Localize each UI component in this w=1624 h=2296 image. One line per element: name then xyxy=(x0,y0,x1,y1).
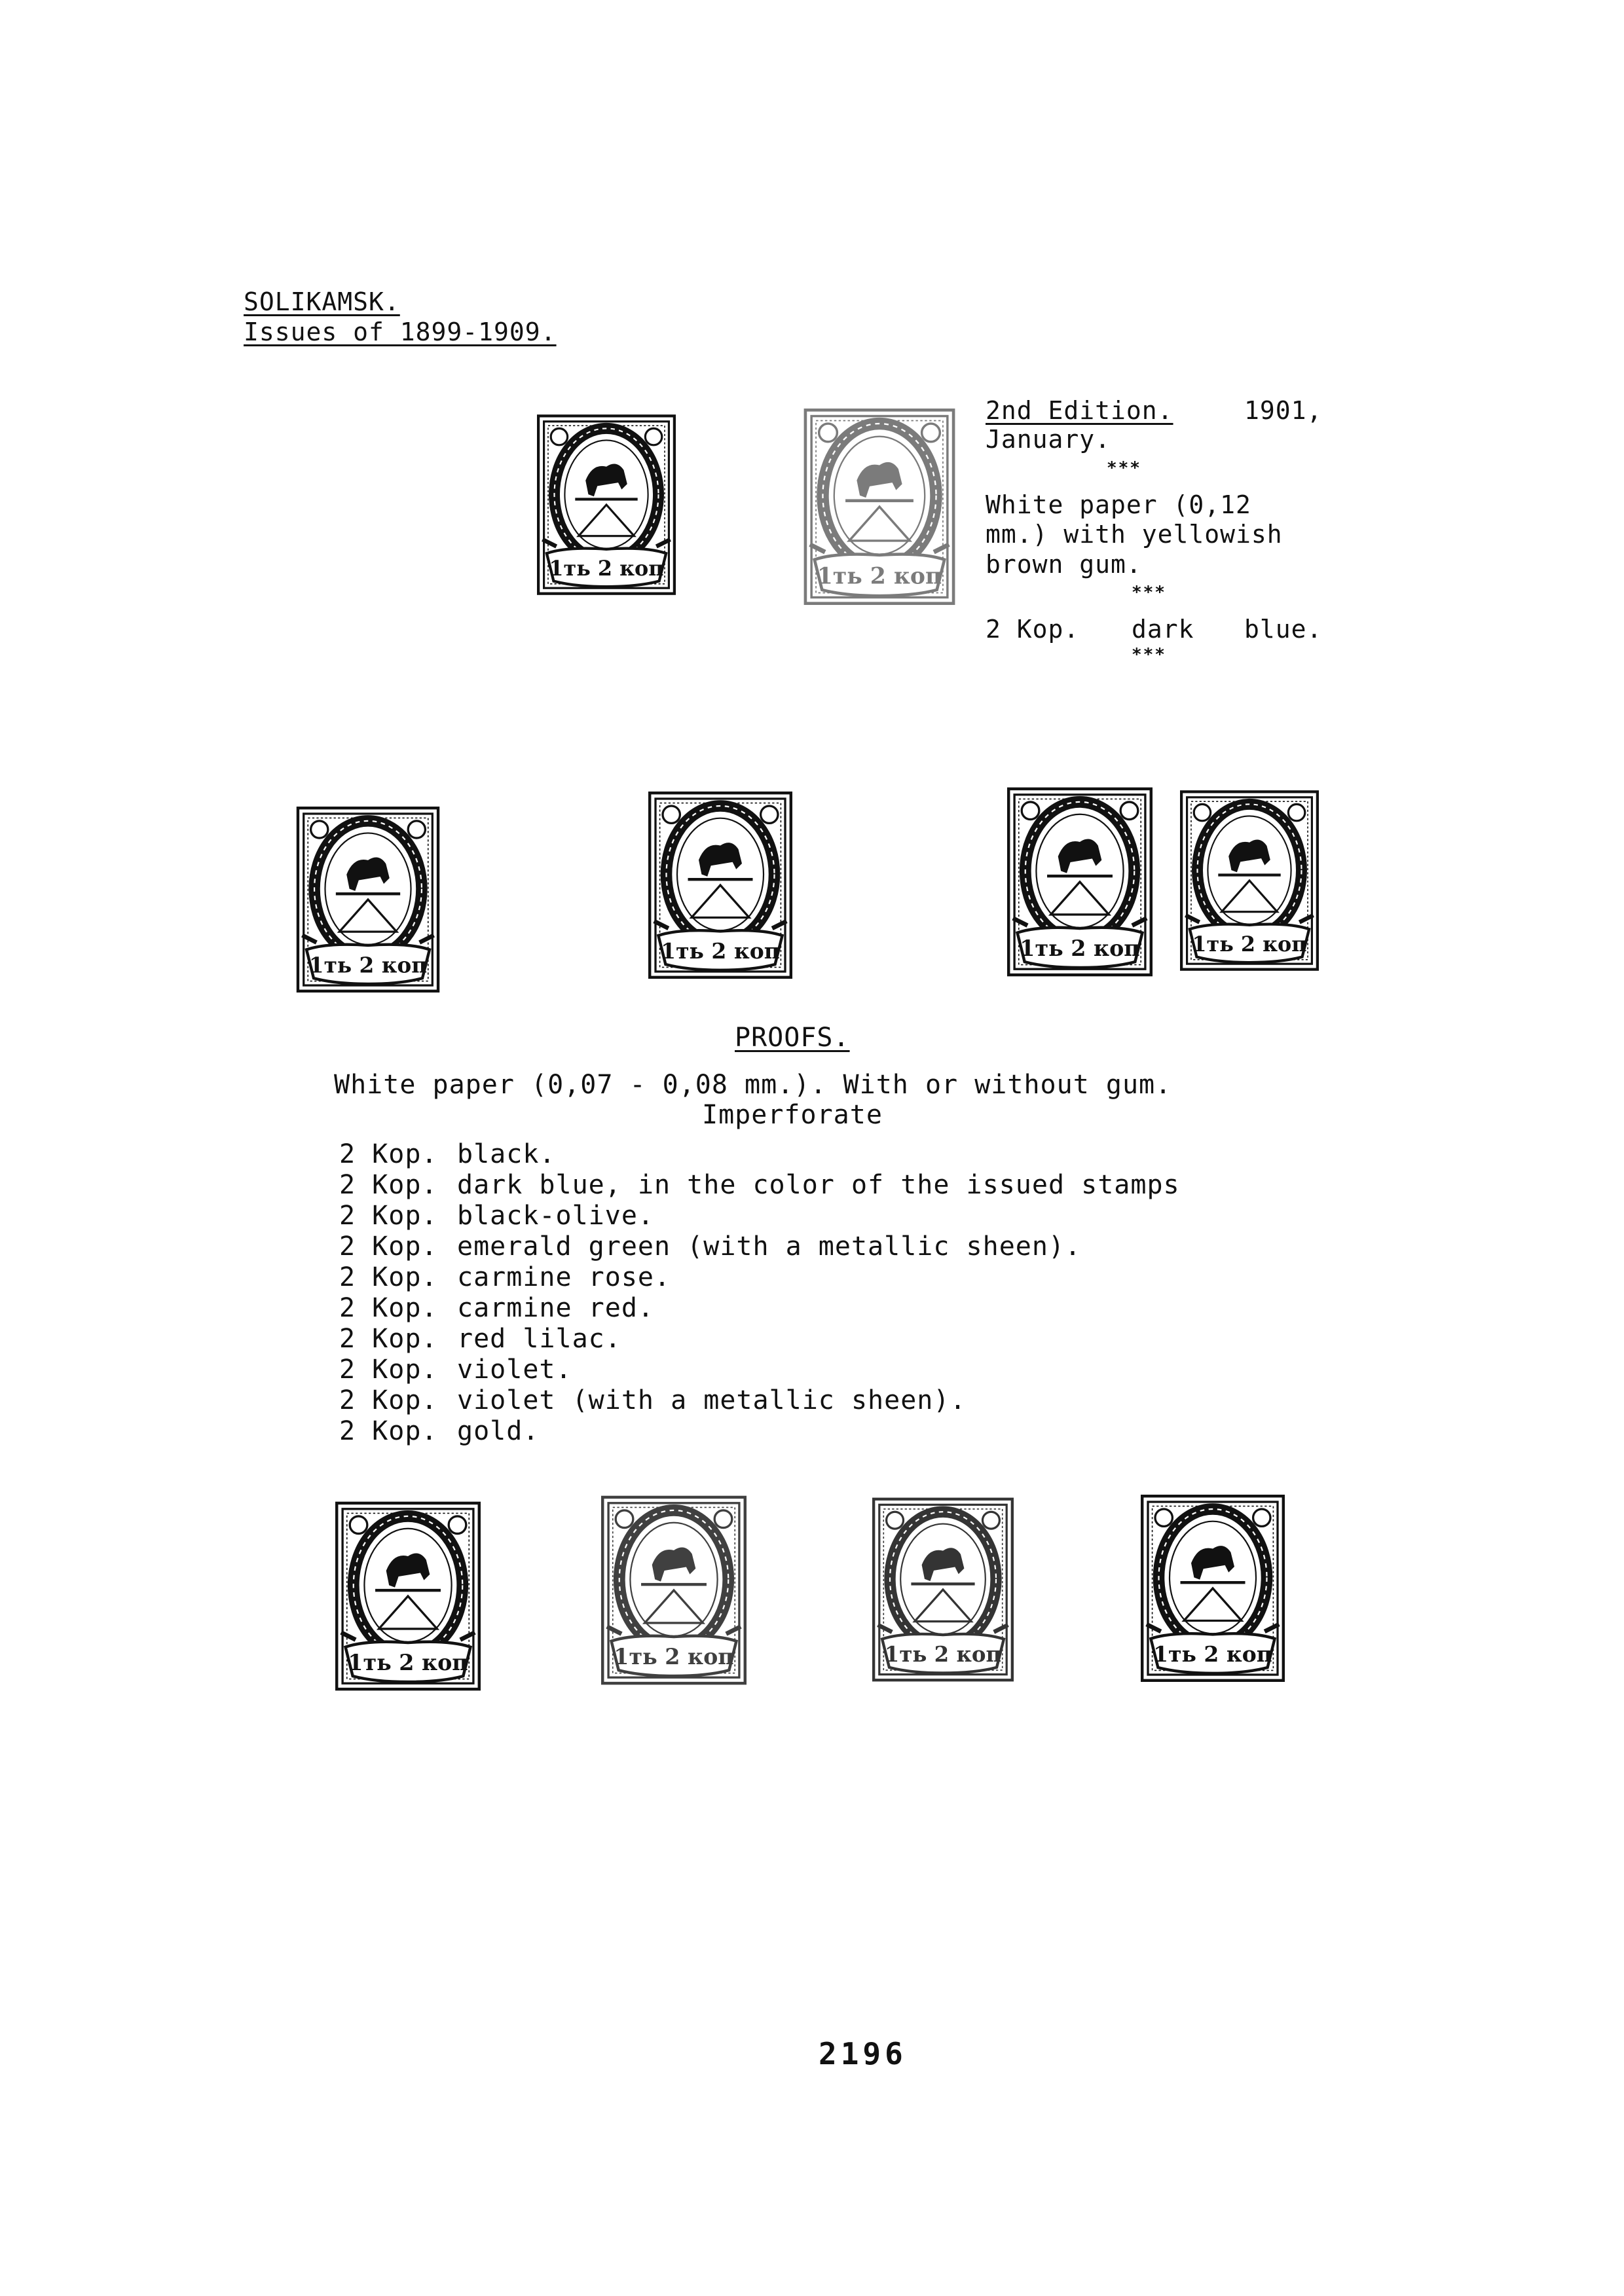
edition-year: 1901, xyxy=(1244,396,1323,425)
stamp-design-graphic xyxy=(537,414,676,596)
proof-color: dark blue, in the color of the issued stamps xyxy=(457,1170,1180,1200)
kop-value: 2 Kop. xyxy=(339,1262,438,1292)
edition-title: 2nd Edition. xyxy=(986,396,1173,425)
proof-color: red lilac. xyxy=(457,1324,621,1354)
proofs-heading: PROOFS. xyxy=(735,1023,850,1053)
list-item xyxy=(339,1385,967,1416)
edition-value-dark: dark xyxy=(1132,615,1194,644)
kop-value: 2 Kop. xyxy=(339,1355,438,1385)
list-item xyxy=(339,1324,621,1355)
kop-value: 2 Kop. xyxy=(339,1201,438,1231)
stamp-design-graphic xyxy=(794,409,965,605)
list-item xyxy=(339,1293,654,1324)
stamp-image-6 xyxy=(1180,786,1319,975)
list-item xyxy=(339,1231,1081,1262)
edition-paper-line-1: White paper (0,12 xyxy=(986,490,1251,519)
proof-color: violet. xyxy=(457,1355,572,1385)
proof-color: black. xyxy=(457,1139,556,1169)
stamp-image-2-faded xyxy=(794,409,965,605)
kop-value: 2 Kop. xyxy=(339,1139,438,1169)
edition-paper-line-2: mm.) with yellowish xyxy=(986,520,1283,549)
stamp-design-graphic xyxy=(1007,787,1153,977)
proof-color: violet (with a metallic sheen). xyxy=(457,1385,967,1415)
stamp-design-graphic xyxy=(872,1494,1014,1685)
kop-value: 2 Kop. xyxy=(339,1416,438,1446)
proof-color: emerald green (with a metallic sheen). xyxy=(457,1231,1082,1262)
stamp-design-graphic xyxy=(1180,786,1319,975)
list-item xyxy=(339,1201,654,1231)
list-item xyxy=(339,1416,539,1447)
proof-color: carmine rose. xyxy=(457,1262,671,1292)
stamp-image-5 xyxy=(1007,787,1153,977)
kop-value: 2 Kop. xyxy=(339,1170,438,1200)
stamp-design-graphic xyxy=(601,1494,747,1686)
stamp-image-4 xyxy=(648,791,792,979)
stamp-image-8 xyxy=(601,1494,747,1686)
edition-value-blue: blue. xyxy=(1244,615,1323,644)
proofs-paper-note: White paper (0,07 - 0,08 mm.). With or without gum. xyxy=(334,1070,1172,1100)
stamp-image-10 xyxy=(1141,1491,1285,1685)
stamp-design-graphic xyxy=(335,1499,481,1693)
kop-value: 2 Kop. xyxy=(339,1231,438,1262)
kop-value: 2 Kop. xyxy=(339,1293,438,1323)
list-item xyxy=(339,1355,572,1385)
page-number: 2196 xyxy=(819,2036,907,2071)
list-item xyxy=(339,1262,671,1293)
stamp-image-9 xyxy=(872,1494,1014,1685)
stamp-image-1 xyxy=(537,414,676,596)
stamp-design-graphic xyxy=(1141,1491,1285,1685)
list-item xyxy=(339,1139,556,1170)
proofs-imperforate: Imperforate xyxy=(702,1100,883,1130)
separator-stars-1: *** xyxy=(1107,458,1141,478)
edition-month: January. xyxy=(986,425,1111,454)
kop-value: 2 Kop. xyxy=(339,1385,438,1415)
proof-color: gold. xyxy=(457,1416,540,1446)
edition-paper-line-3: brown gum. xyxy=(986,550,1142,579)
stamp-design-graphic xyxy=(648,791,792,979)
page-heading-place: SOLIKAMSK. xyxy=(244,287,400,316)
separator-stars-2: *** xyxy=(1132,583,1166,602)
stamp-image-3 xyxy=(296,807,440,993)
proof-color: black-olive. xyxy=(457,1201,654,1231)
edition-value-kop: 2 Kop. xyxy=(986,615,1080,644)
proof-color: carmine red. xyxy=(457,1293,654,1323)
page-heading-issues: Issues of 1899-1909. xyxy=(244,318,557,346)
stamp-design-graphic xyxy=(296,807,440,993)
kop-value: 2 Kop. xyxy=(339,1324,438,1354)
list-item xyxy=(339,1170,1180,1201)
separator-stars-3: *** xyxy=(1132,645,1166,665)
stamp-image-7 xyxy=(335,1499,481,1693)
